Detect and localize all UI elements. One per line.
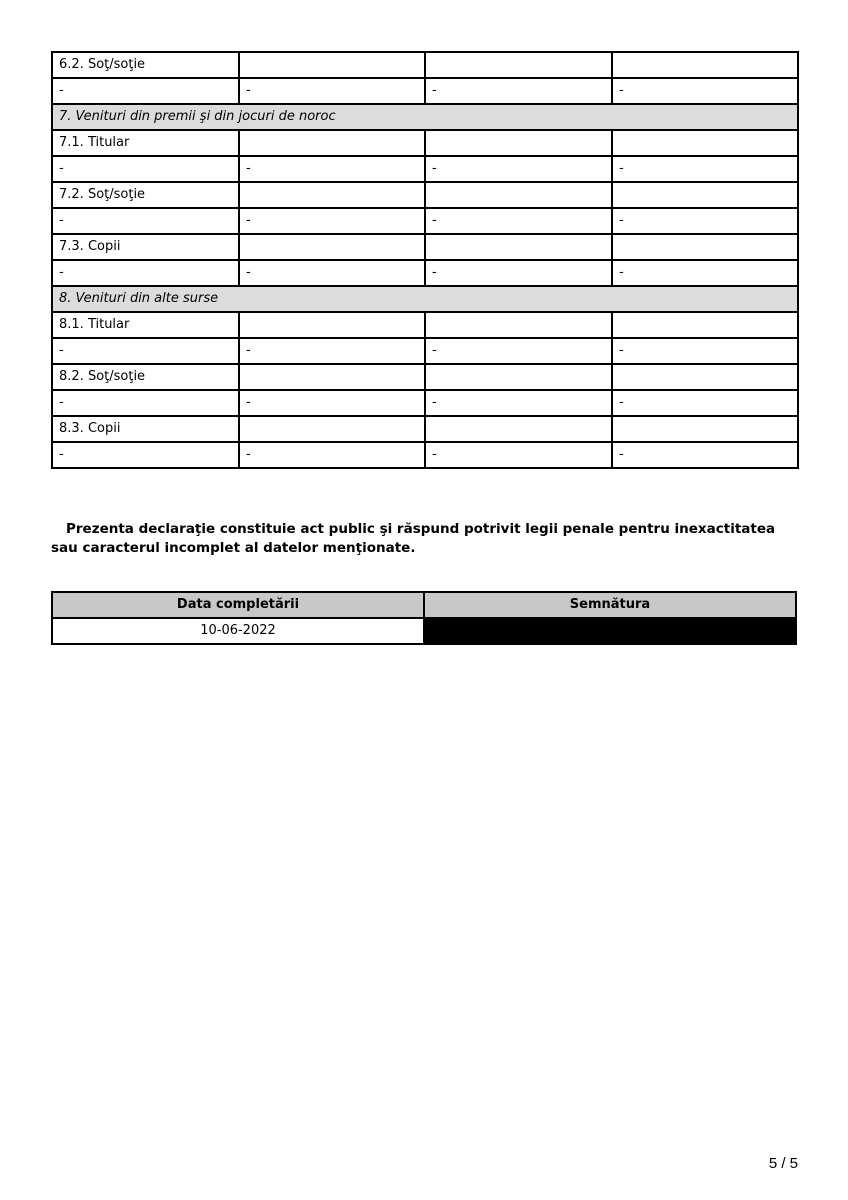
signature-table-header-row	[52, 592, 796, 618]
dash-cell: -	[52, 156, 239, 182]
empty-cell	[239, 416, 425, 442]
empty-cell	[425, 312, 612, 338]
dash-cell: -	[612, 338, 798, 364]
dash-cell: -	[425, 338, 612, 364]
empty-cell	[239, 234, 425, 260]
signature-table	[51, 591, 797, 645]
table-row	[52, 390, 798, 416]
dash-cell: -	[425, 208, 612, 234]
row-label: 7.2. Soţ/soţie	[52, 182, 239, 208]
dash-cell: -	[612, 78, 798, 104]
empty-cell	[239, 312, 425, 338]
empty-cell	[425, 234, 612, 260]
dash-cell: -	[239, 338, 425, 364]
dash-cell: -	[425, 390, 612, 416]
empty-cell	[612, 182, 798, 208]
table-row	[52, 338, 798, 364]
table-row	[52, 260, 798, 286]
section-row	[52, 104, 798, 130]
row-label: 7.1. Titular	[52, 130, 239, 156]
dash-cell: -	[239, 260, 425, 286]
empty-cell	[239, 130, 425, 156]
table-row	[52, 78, 798, 104]
redacted-signature	[424, 618, 796, 644]
dash-cell: -	[612, 260, 798, 286]
page-number: 5 / 5	[768, 1155, 798, 1172]
table-row	[52, 416, 798, 442]
empty-cell	[612, 364, 798, 390]
empty-cell	[239, 364, 425, 390]
empty-cell	[425, 364, 612, 390]
row-label: 8.1. Titular	[52, 312, 239, 338]
dash-cell: -	[52, 208, 239, 234]
date-header: Data completării	[52, 592, 424, 618]
section-heading: 7. Venituri din premii şi din jocuri de noroc	[52, 104, 798, 130]
table-row	[52, 312, 798, 338]
dash-cell: -	[52, 78, 239, 104]
table-row	[52, 208, 798, 234]
table-row	[52, 130, 798, 156]
section-row	[52, 286, 798, 312]
signature-header: Semnătura	[424, 592, 796, 618]
signature-table-value-row	[52, 618, 796, 644]
empty-cell	[425, 130, 612, 156]
empty-cell	[612, 416, 798, 442]
empty-cell	[612, 130, 798, 156]
dash-cell: -	[239, 78, 425, 104]
declaration-text: Prezenta declaraţie constituie act public şi răspund potrivit legii penale pentru inexactitatea sau caracterul incomplet al datelor menţionate.	[51, 521, 776, 556]
empty-cell	[239, 52, 425, 78]
dash-cell: -	[239, 442, 425, 468]
row-label: 8.3. Copii	[52, 416, 239, 442]
row-label: 7.3. Copii	[52, 234, 239, 260]
row-label: 6.2. Soţ/soţie	[52, 52, 239, 78]
dash-cell: -	[425, 260, 612, 286]
dash-cell: -	[52, 260, 239, 286]
dash-cell: -	[425, 442, 612, 468]
table-row	[52, 156, 798, 182]
table-row	[52, 182, 798, 208]
table-row	[52, 442, 798, 468]
completion-date: 10-06-2022	[52, 618, 424, 644]
row-label: 8.2. Soţ/soţie	[52, 364, 239, 390]
table-row	[52, 364, 798, 390]
empty-cell	[612, 312, 798, 338]
dash-cell: -	[425, 156, 612, 182]
dash-cell: -	[425, 78, 612, 104]
dash-cell: -	[612, 390, 798, 416]
table-row	[52, 52, 798, 78]
income-table-body	[52, 52, 798, 468]
empty-cell	[239, 182, 425, 208]
dash-cell: -	[52, 442, 239, 468]
empty-cell	[612, 52, 798, 78]
dash-cell: -	[239, 208, 425, 234]
dash-cell: -	[52, 338, 239, 364]
dash-cell: -	[612, 156, 798, 182]
dash-cell: -	[612, 208, 798, 234]
section-heading: 8. Venituri din alte surse	[52, 286, 798, 312]
dash-cell: -	[612, 442, 798, 468]
dash-cell: -	[239, 390, 425, 416]
income-table	[51, 51, 799, 469]
empty-cell	[425, 416, 612, 442]
dash-cell: -	[52, 390, 239, 416]
empty-cell	[425, 182, 612, 208]
empty-cell	[612, 234, 798, 260]
table-row	[52, 234, 798, 260]
dash-cell: -	[239, 156, 425, 182]
empty-cell	[425, 52, 612, 78]
